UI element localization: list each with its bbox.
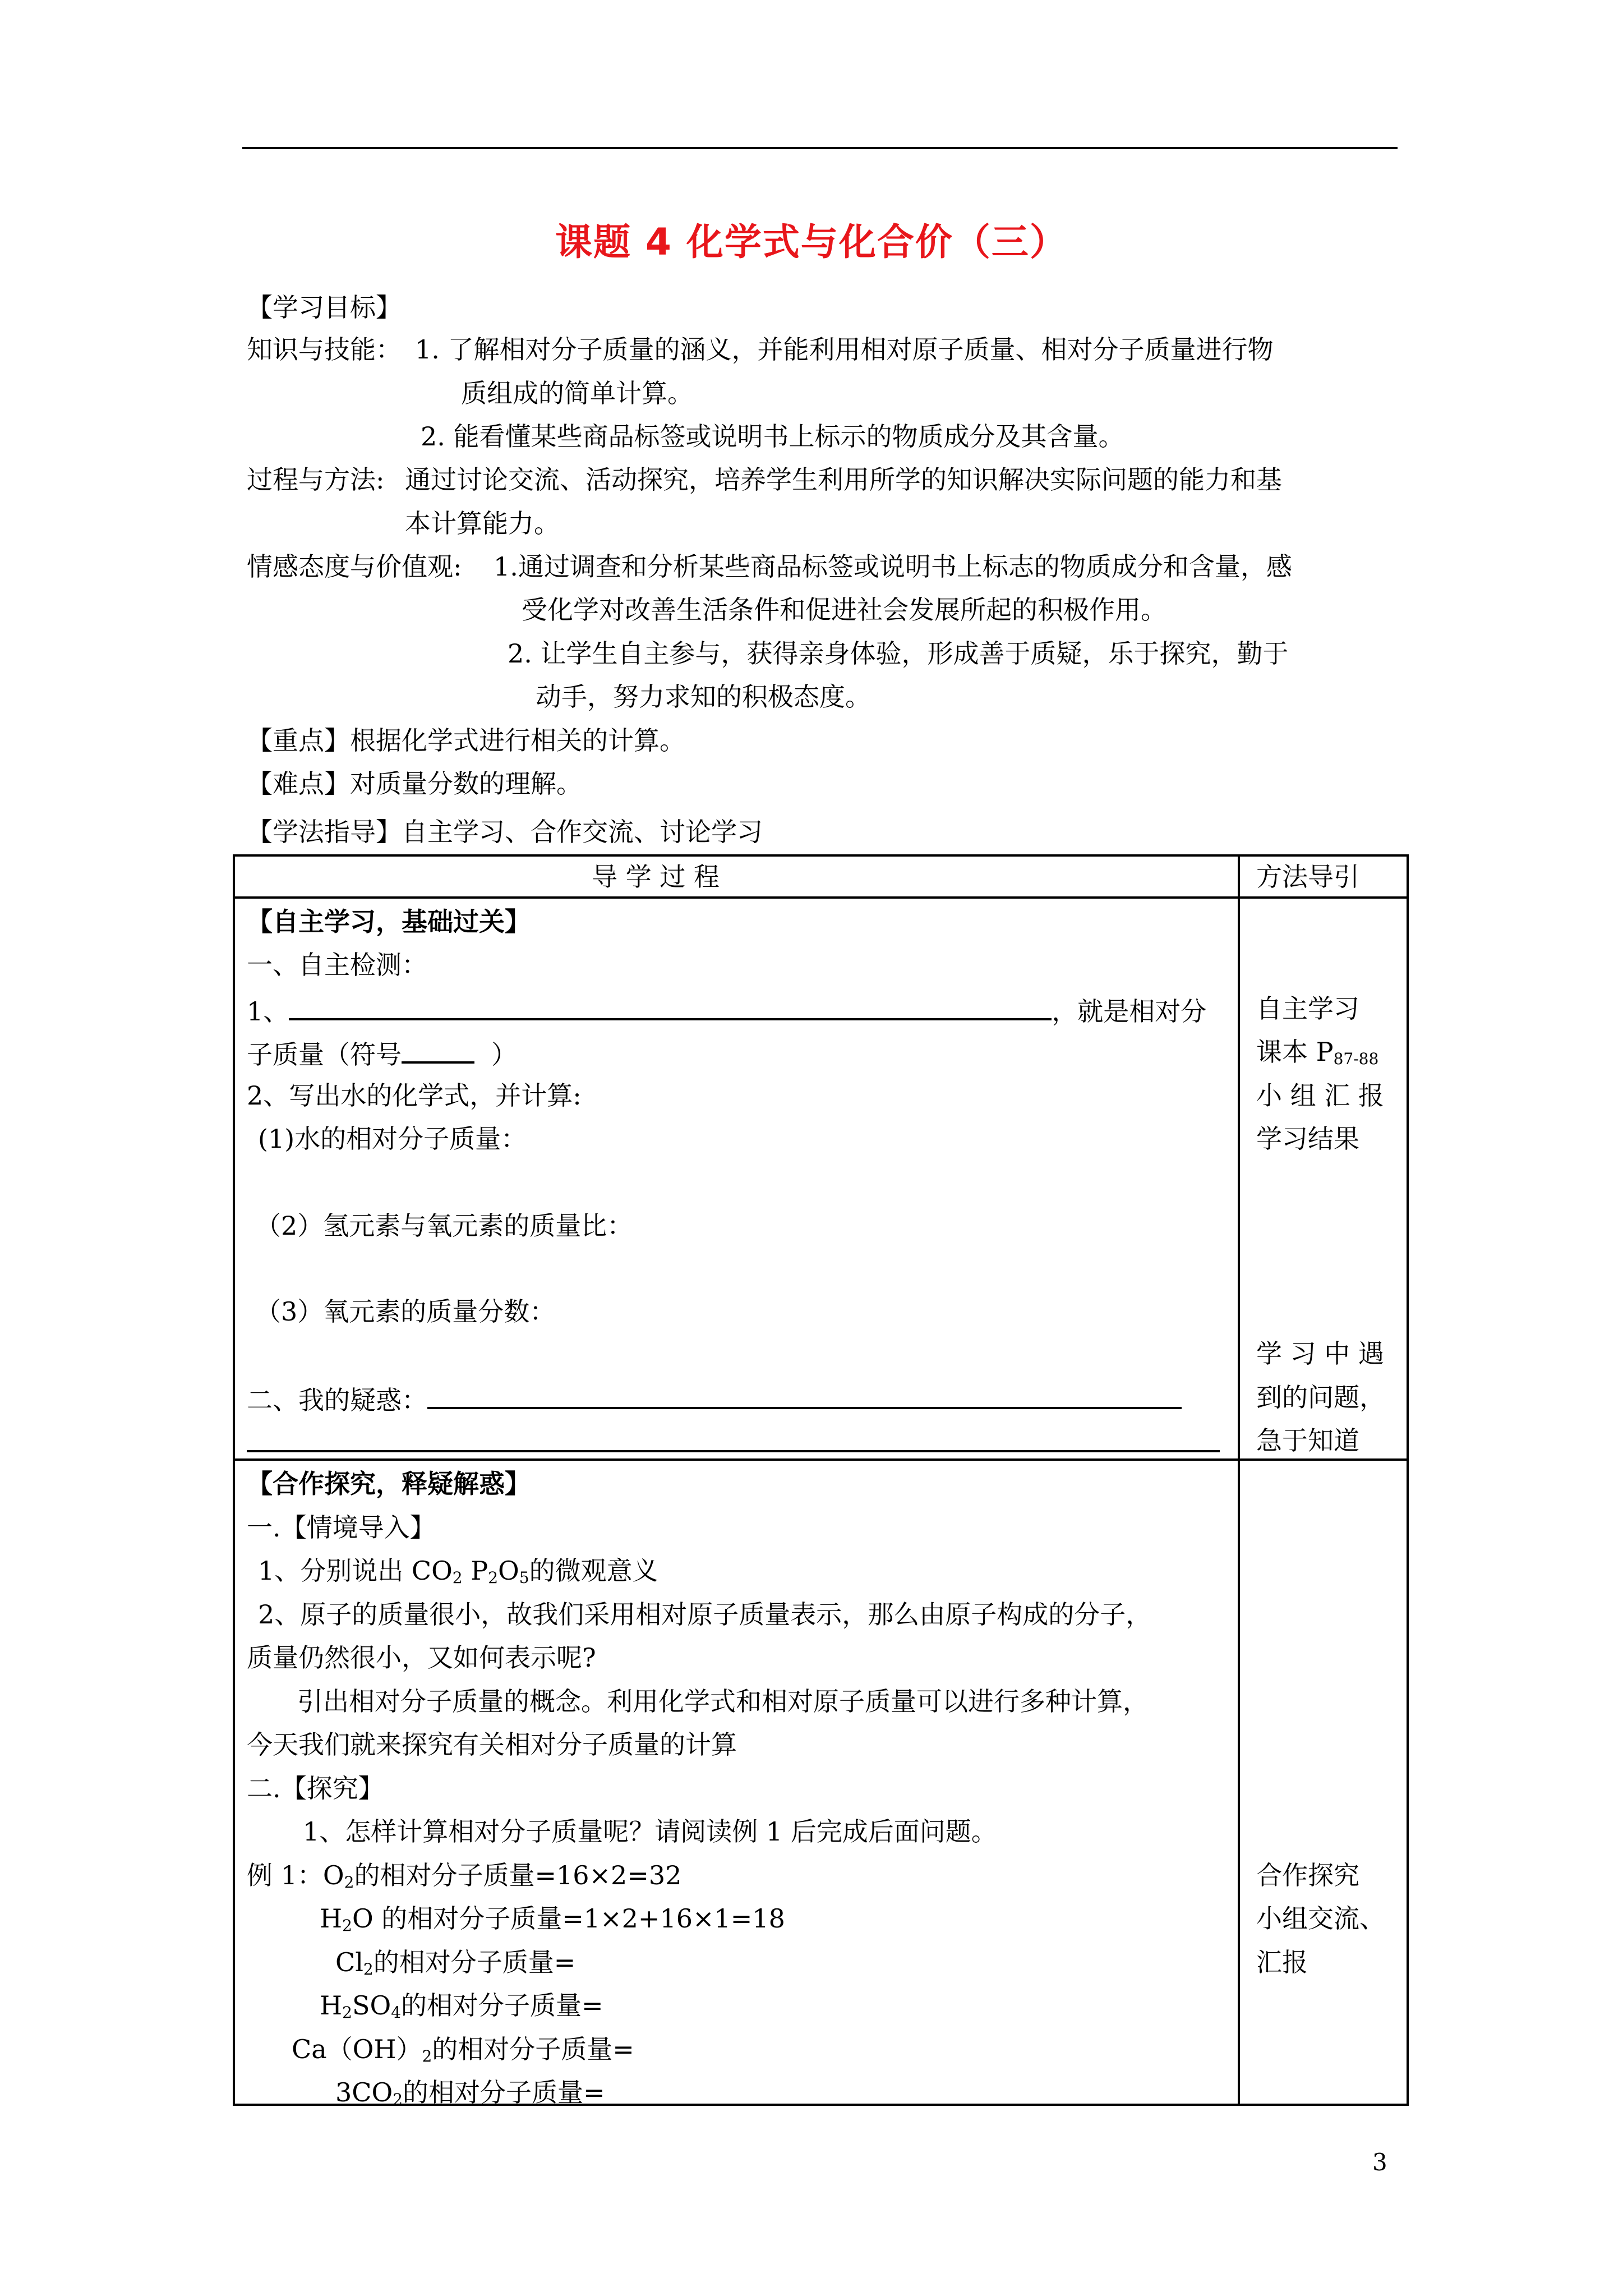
explore-heading: 二.【探究】 [247,1773,384,1803]
example-o2: 例 1：$O_2$的相对分子质量=16×2=32 [247,1860,682,1892]
intro-heading: 一.【情境导入】 [247,1512,436,1543]
emotion-item-2-cont: 动手，努力求知的积极态度。 [536,682,871,712]
process-text-cont: 本计算能力。 [405,508,560,539]
example-3co2: $3CO_2$的相对分子质量= [335,2077,605,2109]
example-caoh2: $Ca(OH)_2$的相对分子质量= [292,2034,634,2065]
guide-group-report: 小 组 汇 报 [1256,1080,1384,1111]
example-h2so4: $H_2SO_4$的相对分子质量= [320,1990,603,2022]
question-2-3: （3）氧元素的质量分数： [255,1296,556,1327]
difficulty: 【难点】对质量分数的理解。 [247,769,582,799]
example-cl2: $Cl_2$的相对分子质量= [335,1947,576,1978]
doubt-blank[interactable] [427,1384,1182,1409]
process-label: 过程与方法: [247,464,385,495]
header-rule [242,147,1398,149]
symbol-blank[interactable] [402,1039,474,1064]
table-header-guide: 方法导引 [1256,862,1359,892]
intro-item-2-cont: 质量仍然很小，又如何表示呢? [247,1642,596,1673]
page-title: 课题 4 化学式与化合价（三） [555,220,1068,264]
intro-item-3: 引出相对分子质量的概念。利用化学式和相对原子质量可以进行多种计算， [297,1686,1149,1717]
table-header-process: 导 学 过 程 [592,862,720,892]
knowledge-item-1-cont: 质组成的简单计算。 [461,378,693,408]
emotion-label: 情感态度与价值观: [247,551,462,582]
section1-heading: 【自主学习，基础过关】 [247,907,531,937]
question-2-1: (1)水的相对分子质量： [258,1124,527,1154]
answer-blank[interactable] [289,996,1052,1020]
guide-result: 学习结果 [1256,1124,1359,1154]
key-point: 【重点】根据化学式进行相关的计算。 [247,725,685,756]
doubt-label: 二、我的疑惑： [247,1384,1182,1413]
objectives-heading: 【学习目标】 [247,292,402,323]
question-1-cont: 子质量（符号 ） [247,1039,517,1070]
guide-group-exchange: 小组交流、 [1256,1903,1385,1934]
question-2: 2、写出水的化学式，并计算: [247,1080,582,1111]
guide-textbook: 课本 $P_{87-88}$ [1256,1037,1379,1068]
process-text: 通过讨论交流、活动探究，培养学生利用所学的知识解决实际问题的能力和基 [405,464,1282,495]
study-method: 【学法指导】自主学习、合作交流、讨论学习 [247,817,763,847]
guide-problem-3: 急于知道 [1256,1425,1359,1456]
emotion-item-1-cont: 受化学对改善生活条件和促进社会发展所起的积极作用。 [522,595,1166,625]
question-2-2: （2）氢元素与氧元素的质量比： [255,1211,633,1241]
example-h2o: $H_2O$ 的相对分子质量=1×2+16×1=18 [320,1903,785,1935]
section2-heading: 【合作探究，释疑解惑】 [247,1469,531,1499]
guide-problem-2: 到的问题， [1256,1382,1385,1412]
guide-self-study: 自主学习 [1256,993,1359,1024]
knowledge-item-1: 1. 了解相对分子质量的涵义，并能利用相对原子质量、相对分子质量进行物 [415,334,1274,365]
explore-item-1: 1、怎样计算相对分子质量呢？请阅读例 1 后完成后面问题。 [303,1816,997,1847]
page-number: 3 [1372,2148,1387,2176]
question-1: 1、 ，就是相对分 [247,996,1207,1027]
emotion-item-2: 2. 让学生自主参与，获得亲身体验，形成善于质疑，乐于探究，勤于 [508,638,1289,669]
guide-problem: 学 习 中 遇 [1256,1338,1384,1369]
guide-cooperate: 合作探究 [1256,1860,1359,1890]
intro-item-3-cont: 今天我们就来探究有关相对分子质量的计算 [247,1729,737,1760]
emotion-item-1: 1.通过调查和分析某些商品标签或说明书上标志的物质成分和含量，感 [494,551,1292,582]
intro-item-2: 2、原子的质量很小，故我们采用相对原子质量表示，那么由原子构成的分子， [258,1599,1152,1630]
doubt-blank-2[interactable] [247,1428,1220,1452]
knowledge-item-2: 2. 能看懂某些商品标签或说明书上标示的物质成分及其含量。 [421,421,1124,452]
intro-item-1: 1、分别说出 $CO_2$ $P_2O_5$的微观意义 [258,1556,658,1587]
knowledge-label: 知识与技能： [247,334,402,365]
guide-report: 汇报 [1256,1947,1308,1977]
self-check-heading: 一、自主检测： [247,950,427,980]
